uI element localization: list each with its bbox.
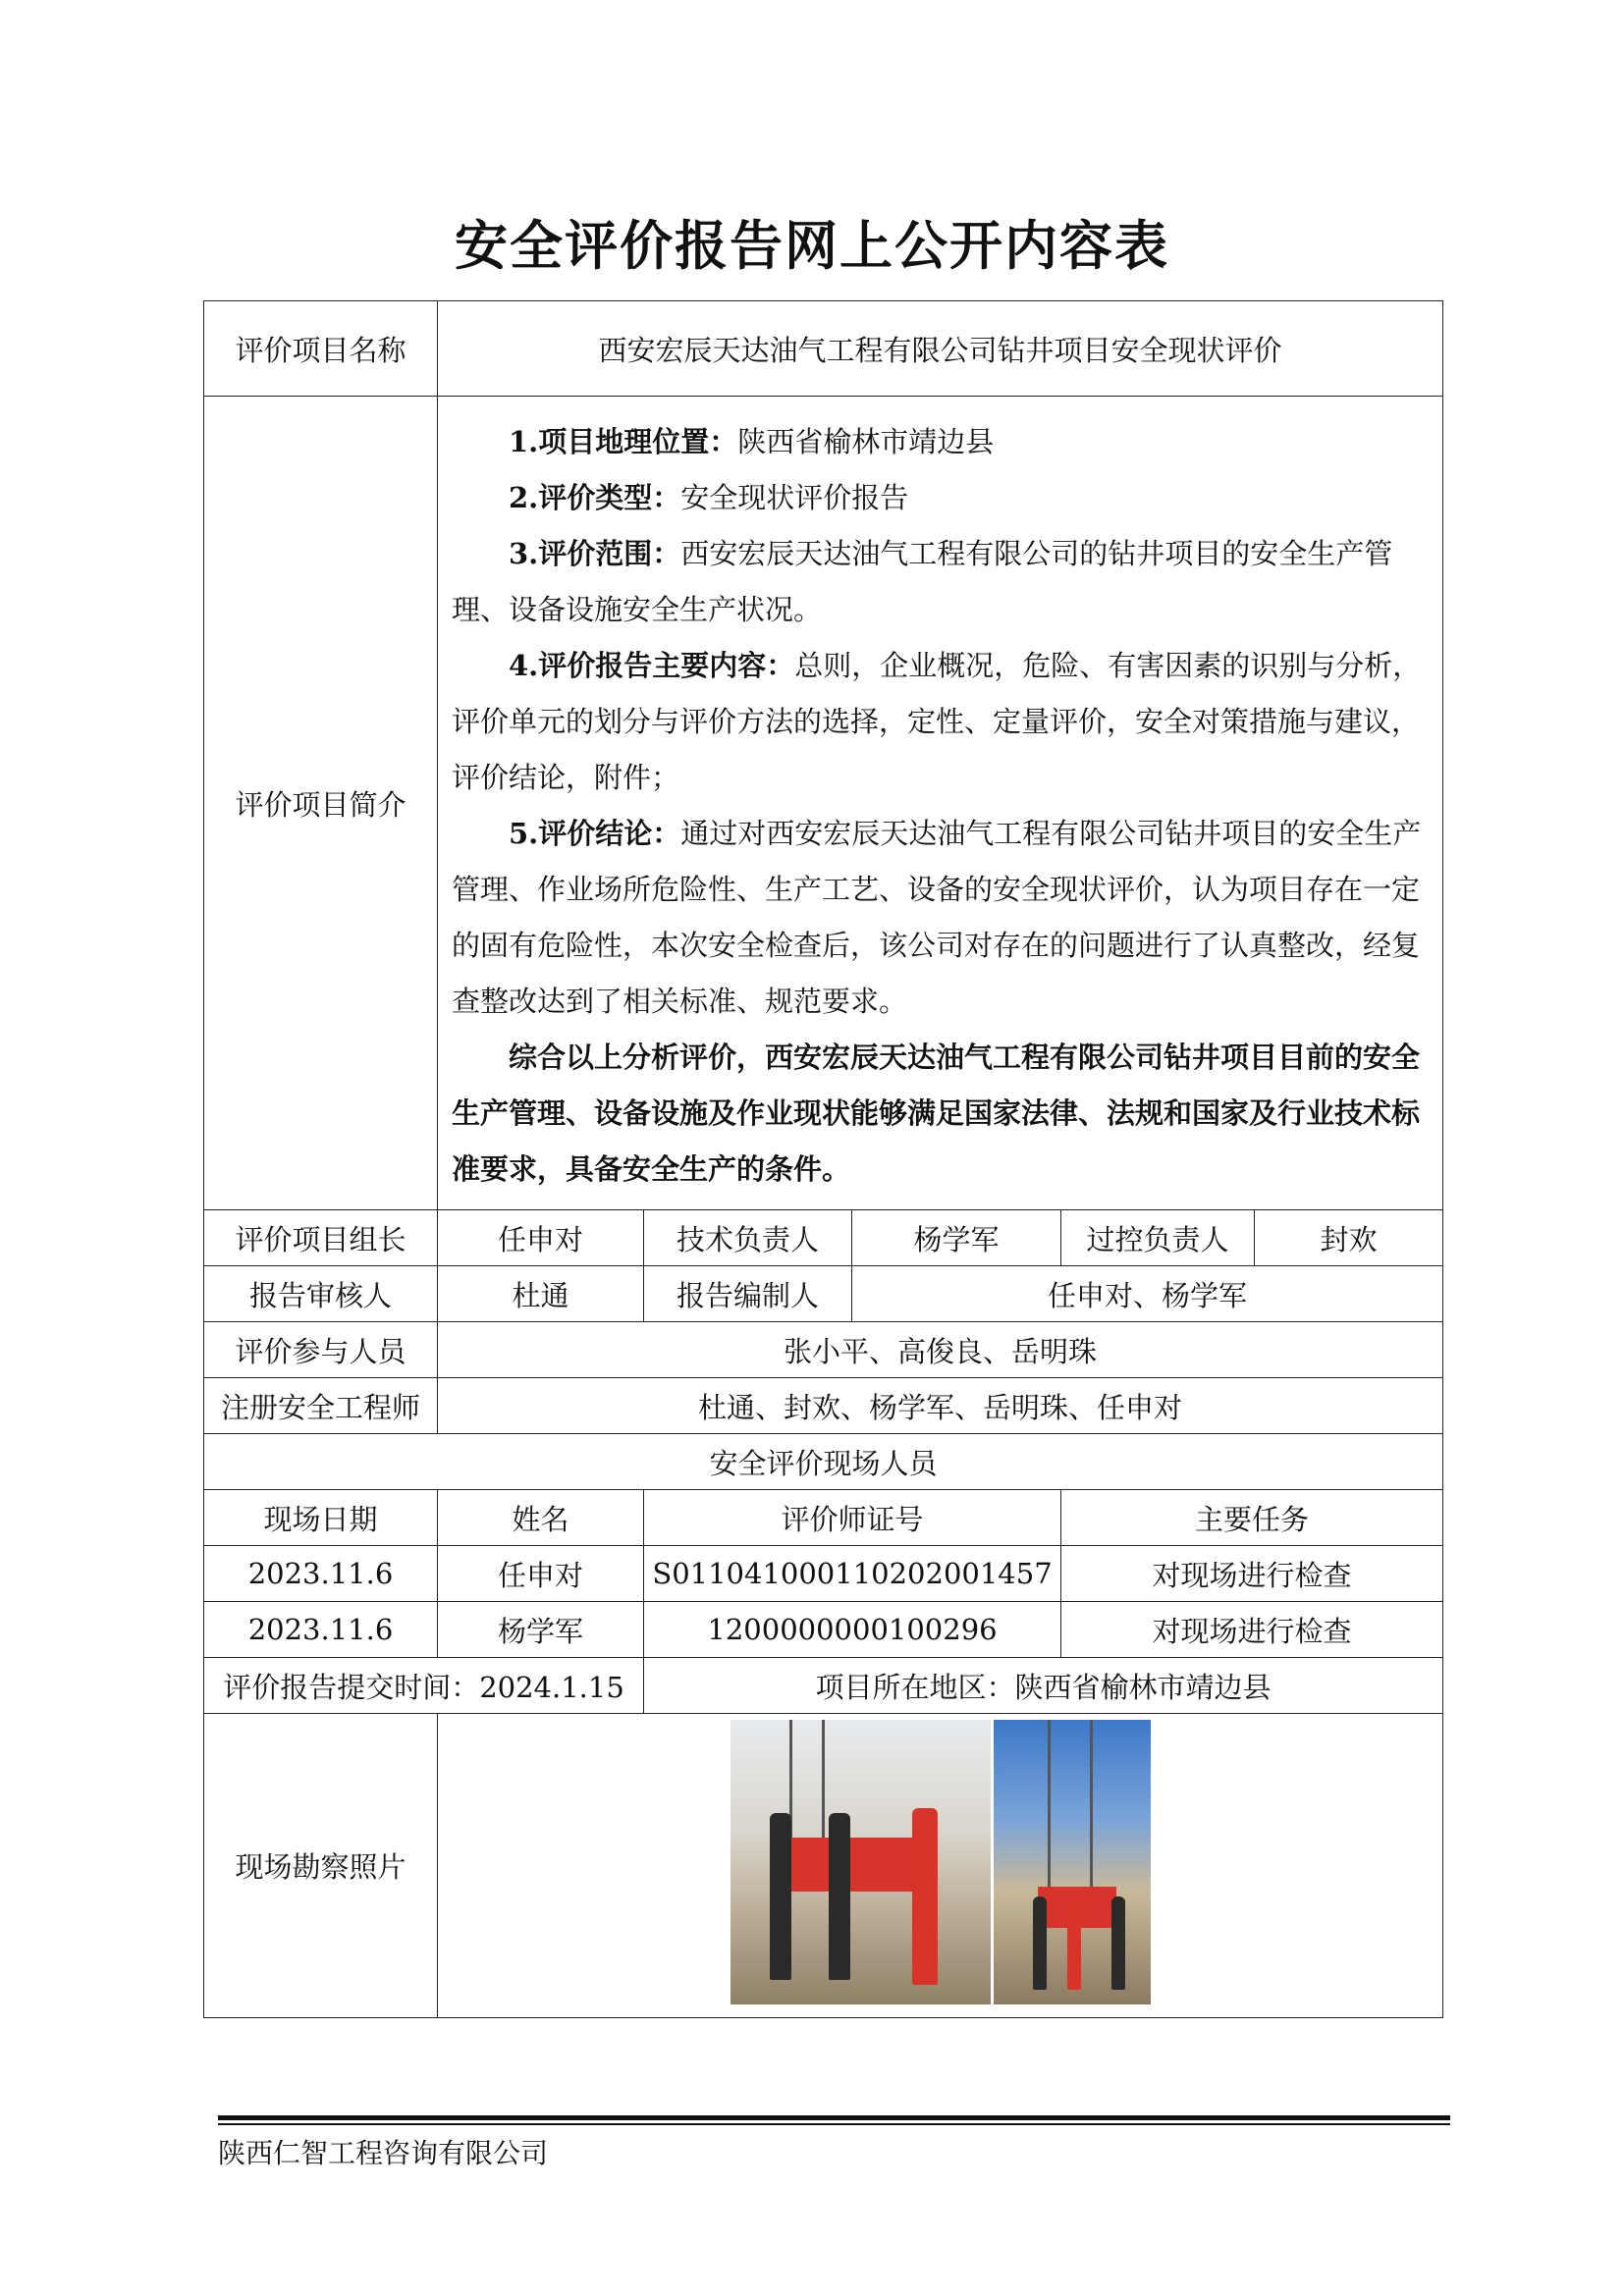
project-intro-content bbox=[438, 397, 1443, 1210]
row-submit-location bbox=[204, 1658, 1443, 1714]
row-engineers bbox=[204, 1378, 1443, 1434]
col-name: 姓名 bbox=[438, 1490, 644, 1546]
label-team-leader: 评价项目组长 bbox=[204, 1210, 438, 1266]
process-lead-value: 封欢 bbox=[1255, 1210, 1443, 1266]
label-project-name: 评价项目名称 bbox=[204, 301, 438, 397]
site-name-cell: 任申对 bbox=[438, 1546, 644, 1602]
site-date-cell: 2023.11.6 bbox=[204, 1546, 438, 1602]
intro-location: 1.项目地理位置：陕西省榆林市靖边县 bbox=[509, 425, 995, 458]
label-project-intro: 评价项目简介 bbox=[204, 397, 438, 1210]
footer-divider-thick bbox=[218, 2115, 1450, 2120]
project-name-value: 西安宏辰天达油气工程有限公司钻井项目安全现状评价 bbox=[438, 301, 1443, 397]
row-project-intro bbox=[204, 397, 1443, 1210]
intro-summary: 综合以上分析评价，西安宏辰天达油气工程有限公司钻井项目目前的安全生产管理、设备设施及作业现状能够满足国家法律、法规和国家及行业技术标准要求，具备安全生产的条件。 bbox=[452, 1041, 1421, 1186]
site-cert-cell: S011041000110202001457 bbox=[644, 1546, 1061, 1602]
report-table bbox=[203, 300, 1443, 2018]
row-site-staff-header bbox=[204, 1434, 1443, 1490]
participants-value: 张小平、高俊良、岳明珠 bbox=[438, 1322, 1443, 1378]
intro-contents: 4.评价报告主要内容：总则，企业概况，危险、有害因素的识别与分析，评价单元的划分与评价方法的选择，定性、定量评价，安全对策措施与建议，评价结论，附件； bbox=[452, 649, 1422, 794]
label-engineers: 注册安全工程师 bbox=[204, 1378, 438, 1434]
site-name-cell: 杨学军 bbox=[438, 1602, 644, 1658]
tech-lead-value: 杨学军 bbox=[852, 1210, 1061, 1266]
col-main-task: 主要任务 bbox=[1061, 1490, 1443, 1546]
row-project-name bbox=[204, 301, 1443, 397]
row-site-columns bbox=[204, 1490, 1443, 1546]
site-date-cell: 2023.11.6 bbox=[204, 1602, 438, 1658]
page-title: 安全评价报告网上公开内容表 bbox=[455, 215, 1169, 277]
label-tech-lead: 技术负责人 bbox=[644, 1210, 852, 1266]
row-participants bbox=[204, 1322, 1443, 1378]
reviewer-value: 杜通 bbox=[438, 1266, 644, 1322]
label-process-lead: 过控负责人 bbox=[1061, 1210, 1255, 1266]
col-site-date: 现场日期 bbox=[204, 1490, 438, 1546]
col-cert-no: 评价师证号 bbox=[644, 1490, 1061, 1546]
table-row bbox=[204, 1602, 1443, 1658]
photos-container bbox=[444, 1714, 1436, 2004]
intro-type: 2.评价类型：安全现状评价报告 bbox=[509, 481, 909, 514]
row-team-leader bbox=[204, 1210, 1443, 1266]
site-photo-1 bbox=[731, 1720, 991, 2004]
label-reviewer: 报告审核人 bbox=[204, 1266, 438, 1322]
row-reviewer bbox=[204, 1266, 1443, 1322]
intro-scope: 3.评价范围：西安宏辰天达油气工程有限公司的钻井项目的安全生产管理、设备设施安全生产状况。 bbox=[452, 537, 1393, 626]
footer-company: 陕西仁智工程咨询有限公司 bbox=[218, 2137, 549, 2169]
photos-cell bbox=[438, 1714, 1443, 2018]
team-leader-value: 任申对 bbox=[438, 1210, 644, 1266]
site-task-cell: 对现场进行检查 bbox=[1061, 1602, 1443, 1658]
label-photos: 现场勘察照片 bbox=[204, 1714, 438, 2018]
site-task-cell: 对现场进行检查 bbox=[1061, 1546, 1443, 1602]
site-staff-heading: 安全评价现场人员 bbox=[204, 1434, 1443, 1490]
site-cert-cell: 1200000000100296 bbox=[644, 1602, 1061, 1658]
site-photo-2 bbox=[994, 1720, 1151, 2004]
compiler-value: 任申对、杨学军 bbox=[852, 1266, 1443, 1322]
project-location: 项目所在地区：陕西省榆林市靖边县 bbox=[644, 1658, 1443, 1714]
row-photos bbox=[204, 1714, 1443, 2018]
footer-divider-thin bbox=[218, 2123, 1450, 2125]
engineers-value: 杜通、封欢、杨学军、岳明珠、任申对 bbox=[438, 1378, 1443, 1434]
submit-time: 评价报告提交时间：2024.1.15 bbox=[204, 1658, 644, 1714]
table-row bbox=[204, 1546, 1443, 1602]
label-participants: 评价参与人员 bbox=[204, 1322, 438, 1378]
label-compiler: 报告编制人 bbox=[644, 1266, 852, 1322]
intro-conclusion: 5.评价结论：通过对西安宏辰天达油气工程有限公司钻井项目的安全生产管理、作业场所危险性、生产工艺、设备的安全现状评价，认为项目存在一定的固有危险性，本次安全检查后，该公司对存在的问题进行了认真整改，经复查整改达到了相关标准、规范要求。 bbox=[452, 817, 1422, 1018]
